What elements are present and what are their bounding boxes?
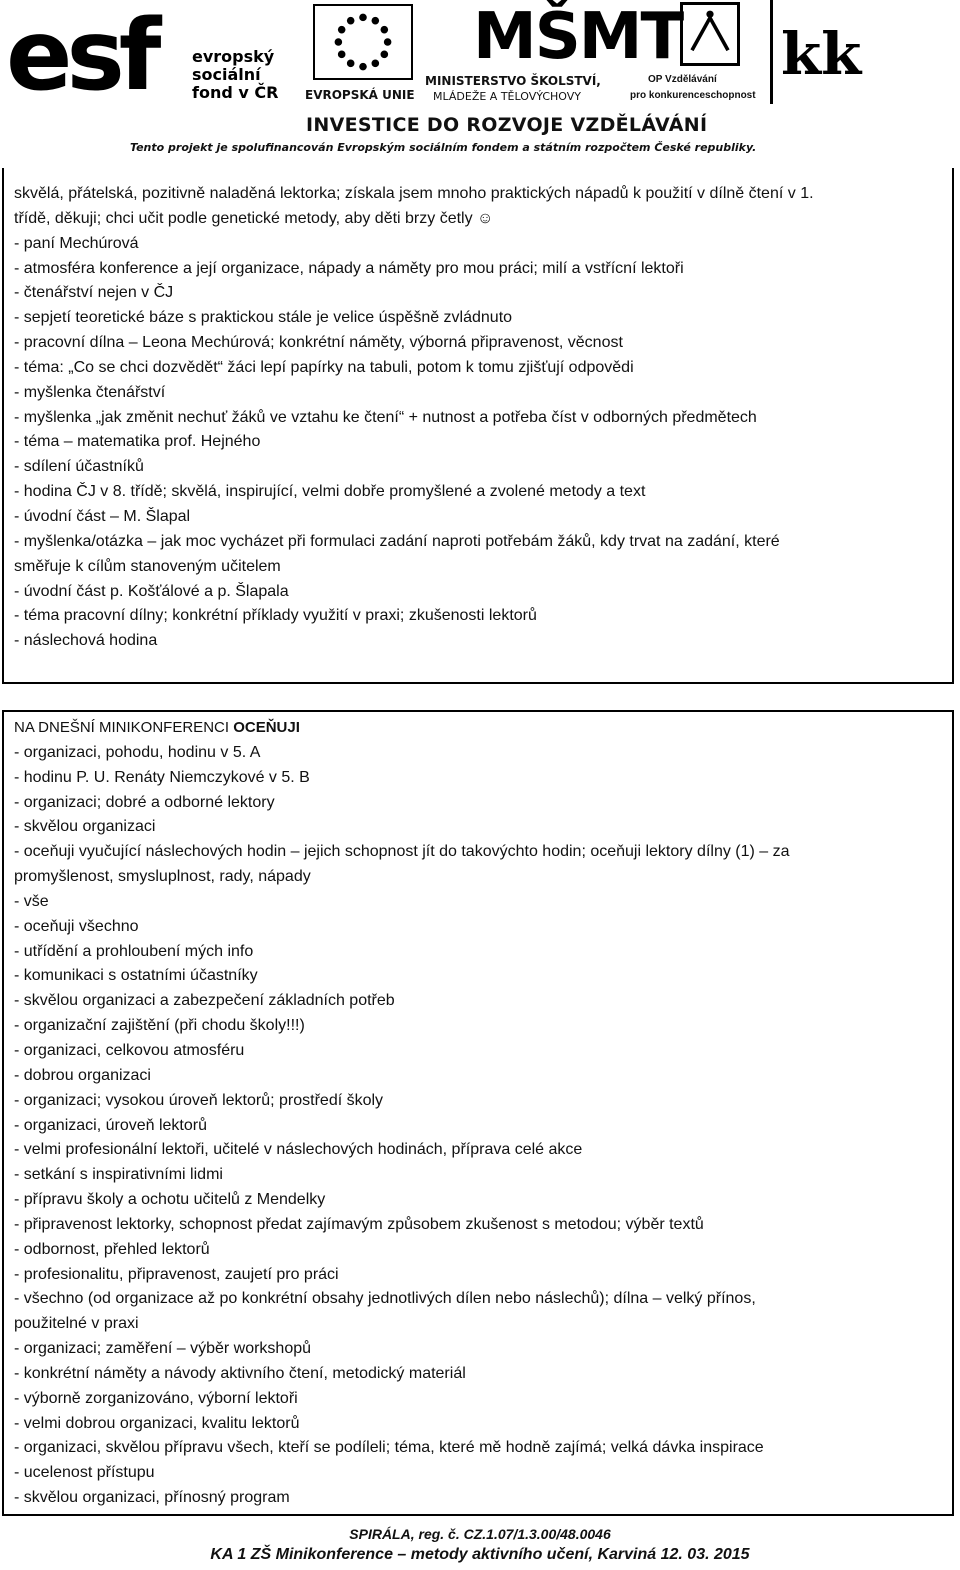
list-item: - téma pracovní dílny; konkrétní příklady využití v praxi; zkušenosti lektorů — [14, 607, 537, 625]
list-item: - velmi profesionální lektoři, učitelé v náslechových hodinách, příprava celé akce — [14, 1141, 583, 1159]
list-item: - organizaci, pohodu, hodinu v 5. A — [14, 743, 261, 761]
list-item: - organizaci; zaměření – výběr workshopů — [14, 1340, 312, 1358]
list-item: - sdílení účastníků — [14, 458, 144, 476]
section-1-lines — [14, 182, 944, 654]
list-item: směřuje k cílům stanoveným učitelem — [14, 557, 281, 575]
esf-logo-mark: esf — [6, 0, 156, 113]
esf-logo — [6, 0, 296, 113]
list-item: - hodinu P. U. Renáty Niemczykové v 5. B — [14, 768, 310, 786]
list-item: - přípravu školy a ochotu učitelů z Mendelky — [14, 1191, 326, 1209]
list-item: - organizaci; vysokou úroveň lektorů; prostředí školy — [14, 1091, 384, 1109]
list-item: - utřídění a prohloubení mých info — [14, 942, 254, 960]
list-item: - dobrou organizaci — [14, 1066, 151, 1084]
list-item: - odbornost, přehled lektorů — [14, 1240, 210, 1258]
list-item: - náslechová hodina — [14, 632, 158, 650]
list-item: - organizaci, úroveň lektorů — [14, 1116, 207, 1134]
page-header — [0, 0, 960, 165]
list-item: - organizaci, skvělou přípravu všech, kteří se podíleli; téma, které mě hodně zajímá; velká dávka inspirace — [14, 1439, 764, 1457]
list-item: - myšlenka čtenářství — [14, 383, 166, 401]
investice-heading: INVESTICE DO ROZVOJE VZDĚLÁVÁNÍ — [306, 114, 708, 136]
list-item: - hodina ČJ v 8. třídě; skvělá, inspirující, velmi dobře promyšlené a zvolené metody a text — [14, 483, 646, 501]
section-2-lines — [14, 716, 944, 1511]
op-logo-icon — [680, 2, 740, 66]
list-item: - úvodní část – M. Šlapal — [14, 507, 191, 525]
list-item: - oceňuji všechno — [14, 917, 139, 935]
list-item: - organizační zajištění (při chodu školy!!!) — [14, 1017, 305, 1035]
list-item: - profesionalitu, připravenost, zaujetí pro práci — [14, 1265, 339, 1283]
msmt-line2: MLÁDEŽE A TĚLOVÝCHOVY — [433, 90, 581, 103]
list-item: - sepjetí teoretické báze s praktickou stále je velice úspěšně zvládnuto — [14, 309, 513, 327]
list-item: - myšlenka/otázka – jak moc vycházet při formulaci zadání naproti potřebám žáků, kdy trvat na zadání, které — [14, 532, 780, 550]
op-line1: OP Vzdělávání — [648, 74, 717, 85]
kk-logo — [770, 0, 863, 104]
list-item: - téma: „Co se chci dozvědět“ žáci lepí papírky na tabuli, potom k tomu zjišťují odpovědi — [14, 358, 634, 376]
list-item: - atmosféra konference a její organizace, nápady a náměty pro mou práci; milí a vstřícní lektoři — [14, 259, 684, 277]
list-item: třídě, děkuji; chci učit podle genetické metody, aby děti brzy četly ☺ — [14, 209, 494, 227]
logo-strip — [0, 0, 960, 112]
list-item: - myšlenka „jak změnit nechuť žáků ve vztahu ke čtení“ + nutnost a potřeba číst v odborných předmětech — [14, 408, 757, 426]
list-item: - výborně zorganizováno, výborní lektoři — [14, 1389, 298, 1407]
list-item: - skvělou organizaci, přínosný program — [14, 1489, 290, 1507]
eu-flag-icon — [313, 4, 413, 80]
list-item: - úvodní část p. Košťálové a p. Šlapala — [14, 582, 289, 600]
footer-project-id: SPIRÁLA, reg. č. CZ.1.07/1.3.00/48.0046 — [349, 1526, 611, 1542]
eu-logo — [305, 4, 430, 104]
list-item: - velmi dobrou organizaci, kvalitu lektorů — [14, 1414, 300, 1432]
list-item: - paní Mechúrová — [14, 234, 139, 252]
list-item: - komunikaci s ostatními účastníky — [14, 967, 258, 985]
list-item: - organizaci, celkovou atmosféru — [14, 1041, 245, 1059]
list-item: - skvělou organizaci a zabezpečení základních potřeb — [14, 992, 395, 1010]
esf-logo-text: evropský sociální fond v ČR — [192, 47, 279, 102]
list-item: - ucelenost přístupu — [14, 1464, 155, 1482]
list-item: - skvělou organizaci — [14, 818, 156, 836]
op-logo — [630, 2, 760, 106]
msmt-logo-mark: MŠMT — [473, 0, 683, 74]
section-2-heading: NA DNEŠNÍ MINIKONFERENCI OCEŇUJI — [14, 719, 300, 736]
list-item: - všechno (od organizace až po konkrétní obsahy jednotlivých dílen nebo náslechů); dílna – velký přínos, — [14, 1290, 756, 1308]
funding-tagline: Tento projekt je spolufinancován Evropským sociálním fondem a státním rozpočtem České republiky. — [130, 141, 757, 154]
msmt-line1: MINISTERSTVO ŠKOLSTVÍ, — [425, 74, 601, 88]
list-item: - připravenost lektorky, schopnost předat zajímavým způsobem zkušenost s metodou; výběr textů — [14, 1215, 704, 1233]
list-item: - vše — [14, 892, 49, 910]
list-item: - téma – matematika prof. Hejného — [14, 433, 261, 451]
op-line2: pro konkurenceschopnost — [630, 90, 756, 101]
list-item: skvělá, přátelská, pozitivně naladěná lektorka; získala jsem mnoho praktických nápadů k použití v dílně čtení v 1. — [14, 185, 814, 202]
list-item: - setkání s inspirativními lidmi — [14, 1166, 223, 1184]
list-item: použitelné v praxi — [14, 1315, 139, 1333]
kk-logo-mark: kk — [781, 20, 862, 88]
list-item: - konkrétní náměty a návody aktivního čtení, metodický materiál — [14, 1364, 466, 1382]
section-2-items — [14, 741, 944, 1511]
list-item: - organizaci; dobré a odborné lektory — [14, 793, 275, 811]
list-item: - oceňuji vyučující náslechových hodin – jejich schopnost jít do takovýchto hodin; oceňuji lektory dílny (1) – za — [14, 843, 790, 861]
feedback-section-1 — [2, 168, 954, 684]
feedback-section-oceňuji — [2, 710, 954, 1516]
footer-event: KA 1 ZŠ Minikonference – metody aktivního učení, Karviná 12. 03. 2015 — [210, 1546, 750, 1563]
list-item: - čtenářství nejen v ČJ — [14, 284, 174, 302]
list-item: promyšlenost, smysluplnost, rady, nápady — [14, 868, 311, 886]
eu-label: EVROPSKÁ UNIE — [305, 88, 415, 102]
list-item: - pracovní dílna – Leona Mechúrová; konkrétní náměty, výborná připravenost, věcnost — [14, 334, 623, 352]
